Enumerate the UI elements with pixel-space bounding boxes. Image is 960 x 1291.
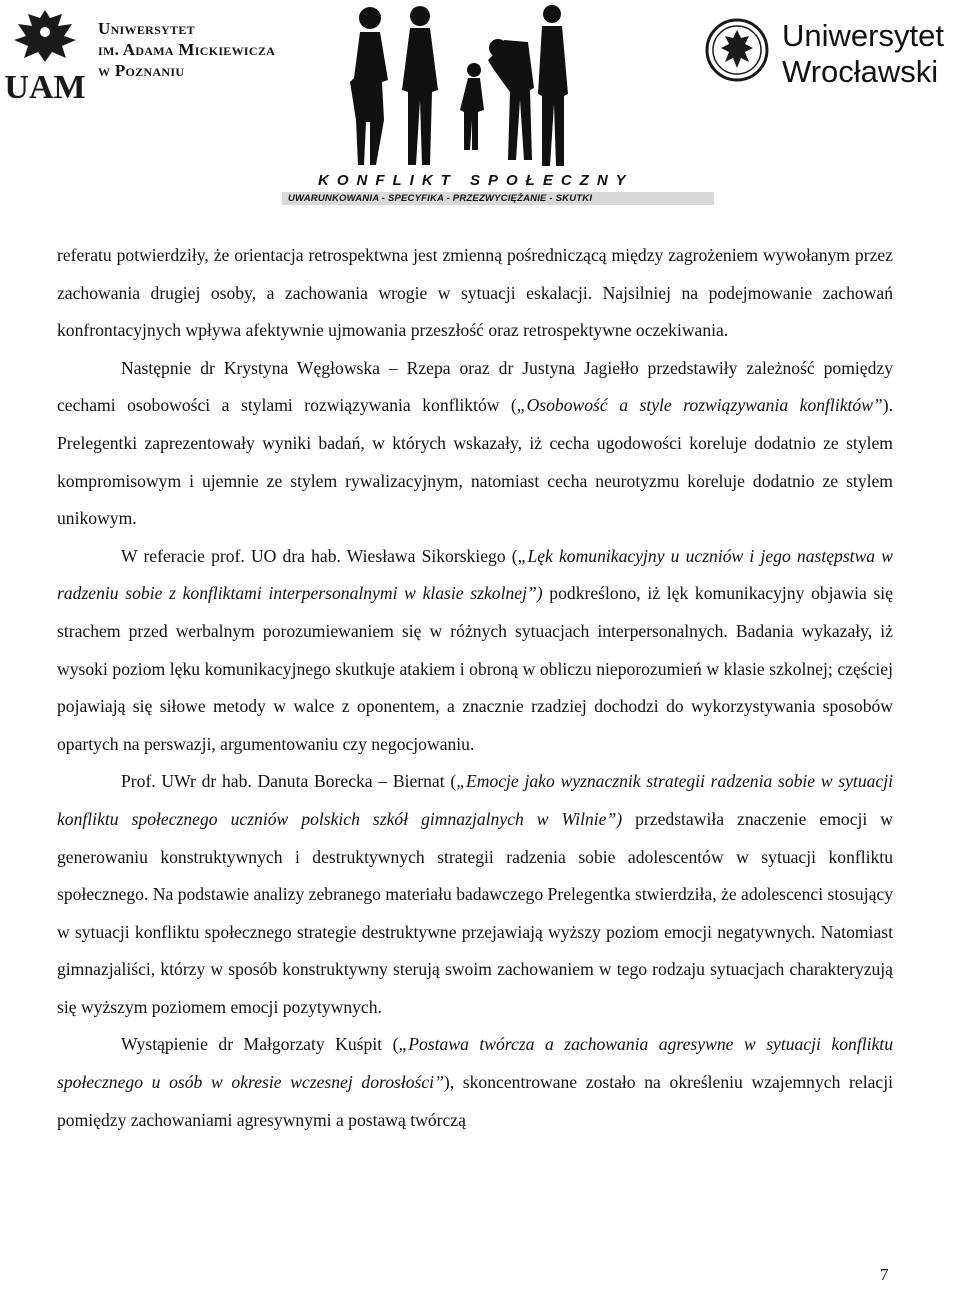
italic-title-text: „Lęk komunikacyjny u uczniów i jego następstwa w radzeniu sobie z konfliktami interpersonalnymi w klasie szkolnej”)	[57, 545, 893, 604]
paragraph	[57, 538, 893, 764]
paragraph-text: przedstawiła znaczenie emocji w generowaniu konstruktywnych i destruktywnych strategii radzenia sobie adolescentów w sytuacji konfliktu społecznego. Na podstawie analizy zebranego materiału badawczego Prelegentka stwierdziła, że adolescenci stosujący w sytuacji konfliktu społecznego strategie destruktywne przejawiają wyższy poziom emocji negatywnych. Natomiast gimnazjaliści, którzy w sposób konstruktywny sterują swoim zachowaniem w tego rodzaju sytuacjach charakteryzują się wyższym poziomem emocji pozytywnych.	[57, 808, 893, 1017]
uam-name-line: w Poznaniu	[98, 61, 185, 80]
italic-title-text: „Emocje jako wyznacznik strategii radzenia sobie w sytuacji konfliktu społecznego uczniów polskich szkół gimnazjalnych w Wilnie”)	[57, 771, 893, 829]
uwr-name-line: Uniwersytet	[782, 18, 944, 53]
uwr-name-line: Wrocławski	[782, 54, 939, 89]
italic-title-text: „Postawa twórcza a zachowania agresywne w sytuacji konfliktu społecznego u osób w okresie wczesnej dorosłości”	[57, 1034, 893, 1093]
uwr-name	[782, 18, 944, 90]
article-body	[57, 237, 893, 1139]
paragraph	[57, 1026, 893, 1139]
paragraph	[57, 237, 893, 350]
paragraph-text: W referacie prof. UO dra hab. Wiesława Sikorskiego (	[121, 545, 518, 566]
paragraph-text: Następnie dr Krystyna Węgłowska – Rzepa oraz dr Justyna Jagiełło przedstawiły zależność pomiędzy cechami osobowości a stylami rozwiązywania konfliktów (	[57, 357, 893, 416]
paragraph-text: podkreślono, iż lęk komunikacyjny objawia się strachem przed werbalnym porozumiewaniem się w różnych sytuacjach interpersonalnych. Badania wykazały, iż wysoki poziom lęku komunikacyjnego skutkuje atakiem i obroną w obliczu nieporozumień w klasie szkolnej; częściej pojawiają się siłowe metody w walce z oponentem, a znacznie rzadziej dochodzi do wykorzystywania sposobów opartych na perswazji, argumentowaniu czy negocjowaniu.	[57, 583, 893, 754]
uam-name-line: Uniwersytet	[98, 19, 195, 38]
paragraph	[57, 350, 893, 538]
page-header	[0, 0, 960, 215]
uwr-crest-logo	[705, 14, 769, 86]
conference-subtitle: UWARUNKOWANIA - SPECYFIKA - PRZEZWYCIĘŻANIE - SKUTKI	[282, 192, 714, 205]
conflict-silhouettes-illustration	[338, 0, 568, 172]
paragraph	[57, 763, 893, 1026]
uam-eagle-logo	[4, 6, 86, 104]
paragraph-text: ), skoncentrowane zostało na określeniu wzajemnych relacji pomiędzy zachowaniami agresywnymi a postawą twórczą	[57, 1072, 893, 1130]
paragraph-text: ). Prelegentki zaprezentowały wyniki badań, w których wskazały, iż cecha ugodowości koreluje dodatnio ze stylem kompromisowym i ujemnie ze stylem rywalizacyjnym, natomiast cecha neurotyzmu koreluje dodatnio ze stylem unikowym.	[57, 395, 893, 529]
paragraph-text: Prof. UWr dr hab. Danuta Borecka – Biernat (	[121, 771, 457, 792]
uam-name	[98, 18, 275, 81]
paragraph-text: referatu potwierdziły, że orientacja retrospektwna jest zmienną pośredniczącą między zagrożeniem wywołanym przez zachowania drugiej osoby, a zachowania wrogie w sytuacji eskalacji. Najsilniej na podejmowanie zachowań konfrontacyjnych wpływa afektywnie ujmowania przeszłość oraz retrospektywne oczekiwania.	[57, 245, 893, 341]
conference-title: KONFLIKT SPOŁECZNY	[318, 172, 634, 189]
uam-name-line: im. Adama Mickiewicza	[98, 40, 276, 59]
uam-logo-letters: UAM	[4, 69, 86, 104]
paragraph-text: Wystąpienie dr Małgorzaty Kuśpit (	[121, 1034, 399, 1055]
page-number: 7	[880, 1265, 889, 1284]
italic-title-text: „Osobowość a style rozwiązywania konfliktów”	[516, 395, 883, 416]
